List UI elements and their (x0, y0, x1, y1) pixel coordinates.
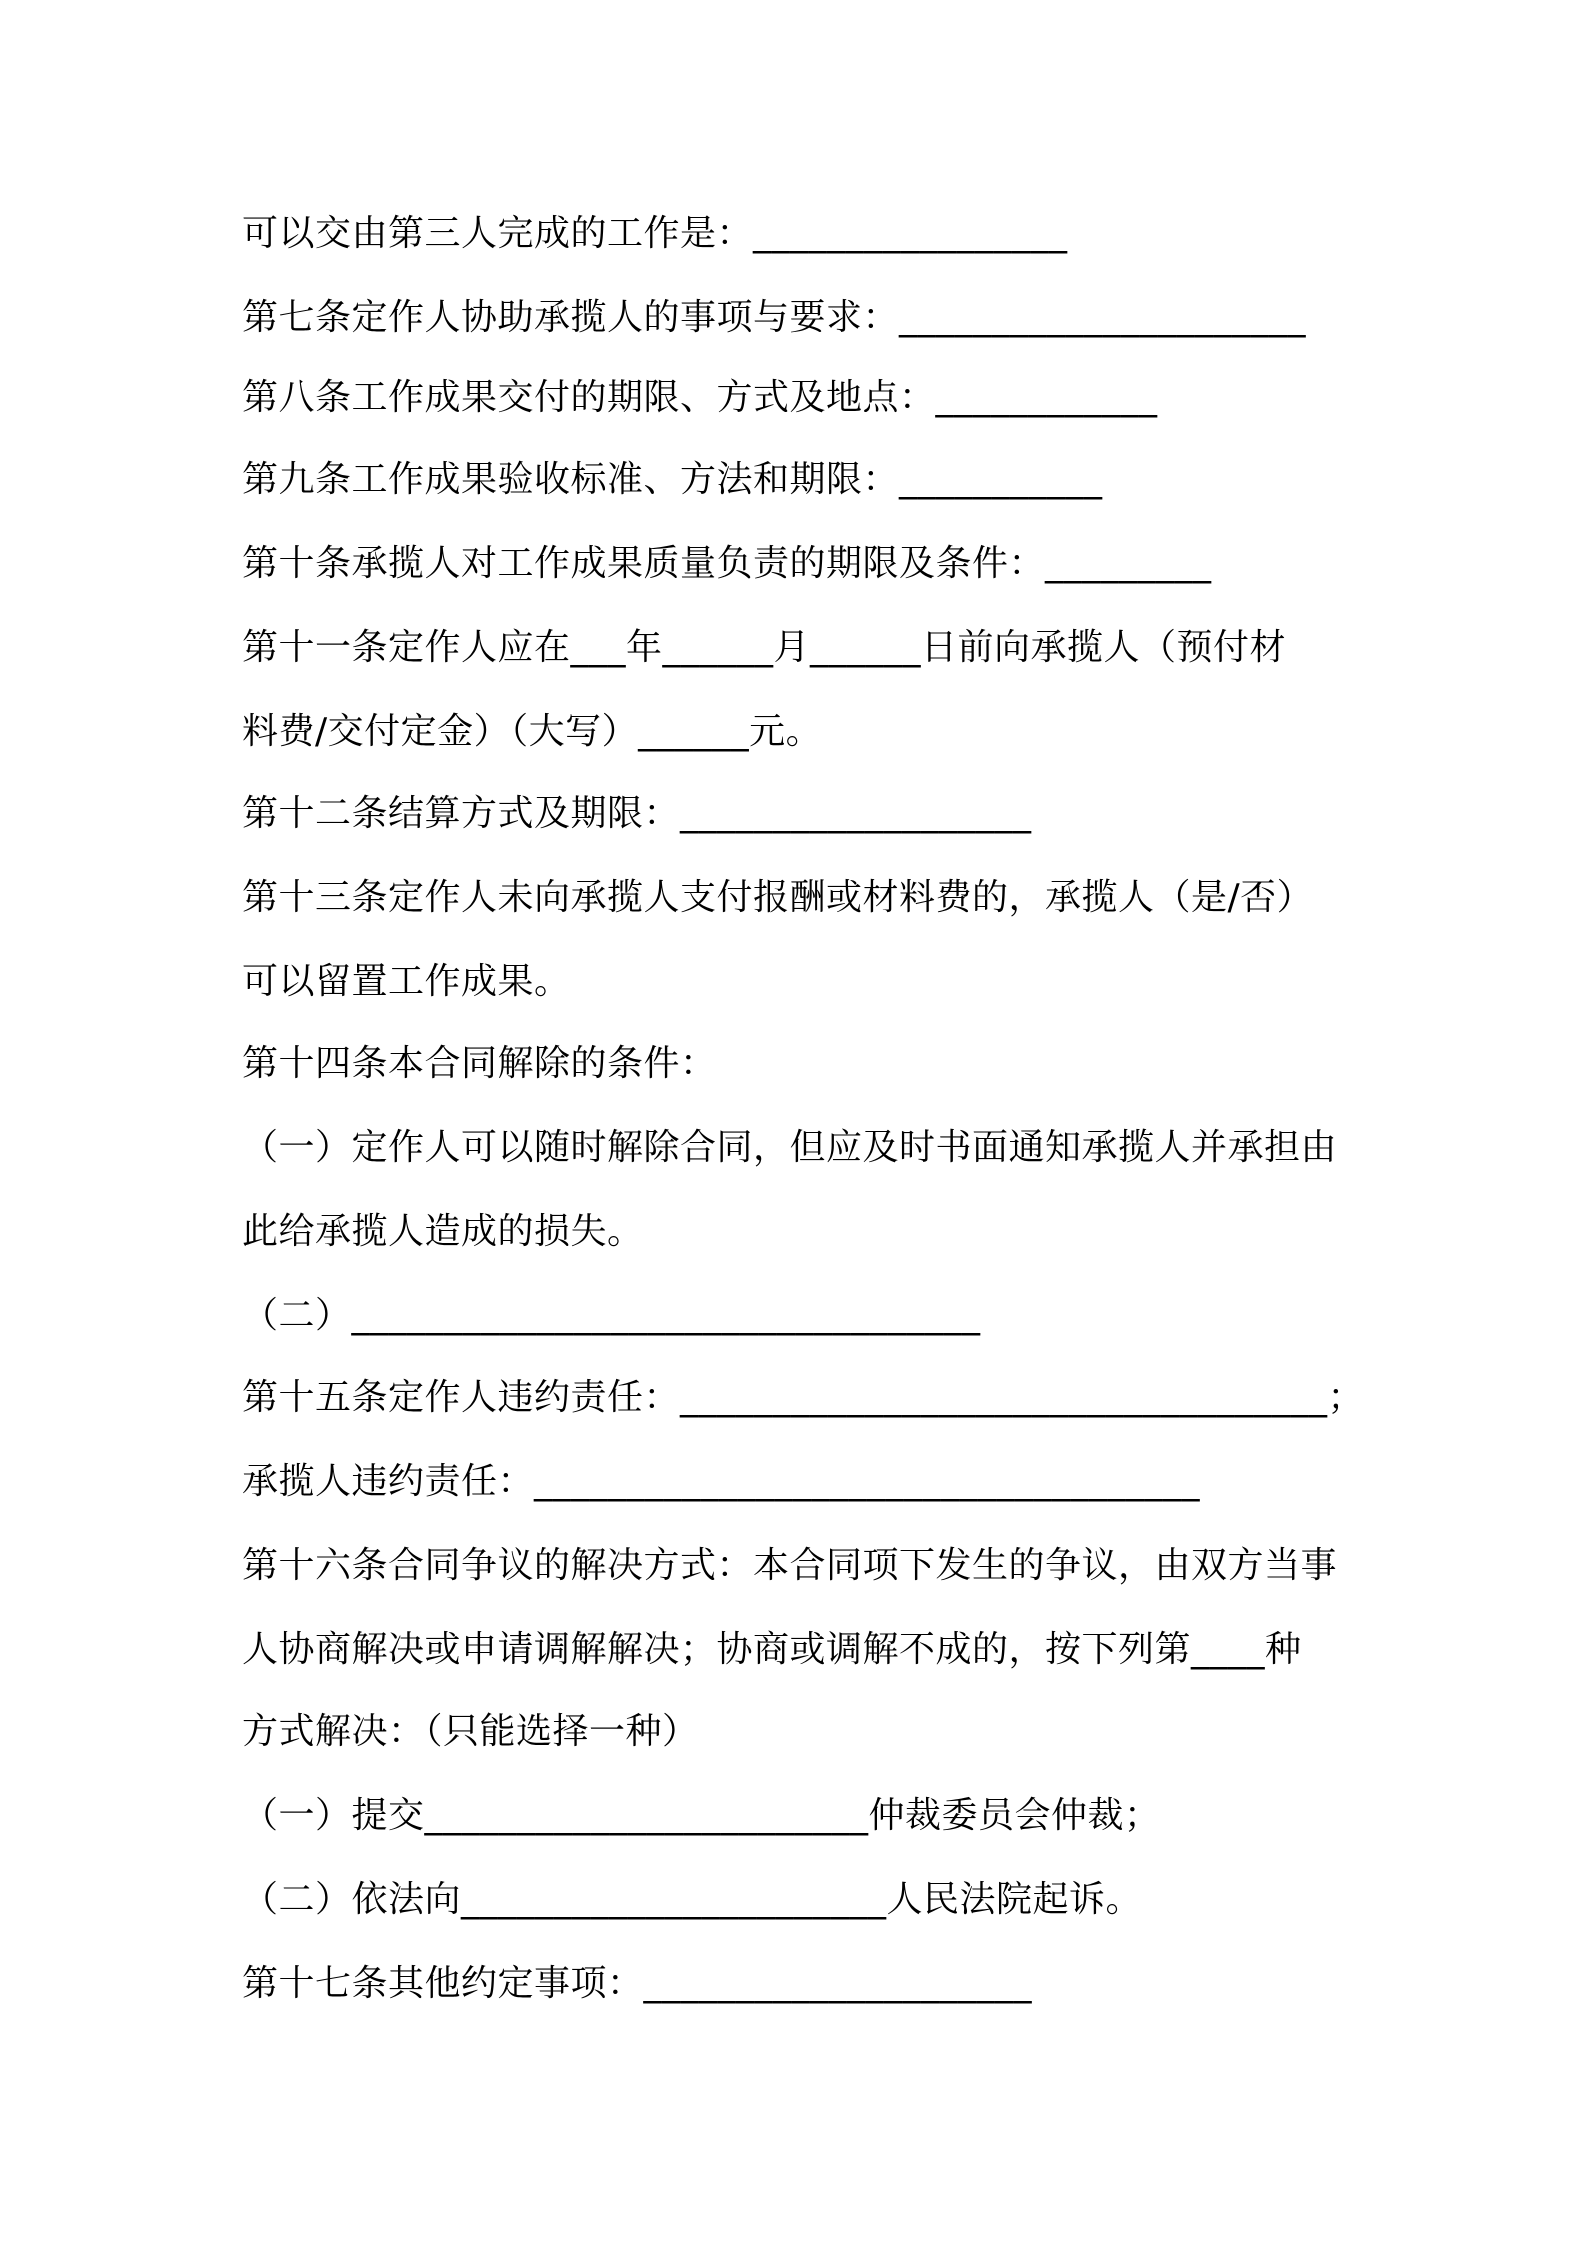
line-article-16: 第十六条合同争议的解决方式：本合同项下发生的争议，由双方当事 (242, 1545, 1338, 1586)
line-article-11-cont: 料费/交付定金）（大写）______元。 (242, 711, 823, 752)
line-article-16-cont: 人协商解决或申请调解解决；协商或调解不成的，按下列第____种 (242, 1629, 1302, 1670)
line-article-14-item-1-cont: 此给承揽人造成的损失。 (242, 1211, 644, 1252)
line-article-12: 第十二条结算方式及期限：___________________ (242, 793, 1032, 834)
line-article-14: 第十四条本合同解除的条件： (242, 1043, 717, 1084)
line-article-15-contractor: 承揽人违约责任：____________________________________ (242, 1461, 1201, 1502)
line-article-8: 第八条工作成果交付的期限、方式及地点：____________ (242, 377, 1158, 418)
line-article-13-cont: 可以留置工作成果。 (242, 961, 571, 1002)
line-article-17: 第十七条其他约定事项：_____________________ (242, 1963, 1033, 2004)
line-article-7: 第七条定作人协助承揽人的事项与要求：______________________ (242, 297, 1307, 338)
line-article-11: 第十一条定作人应在___年______月______日前向承揽人（预付材 (242, 627, 1287, 668)
line-article-15: 第十五条定作人违约责任：___________________________________； (242, 1377, 1365, 1418)
line-article-13: 第十三条定作人未向承揽人支付报酬或材料费的，承揽人（是/否） (242, 877, 1314, 918)
line-article-14-item-2: （二）__________________________________ (242, 1295, 981, 1336)
line-article-16-cont-2: 方式解决：（只能选择一种） (242, 1711, 699, 1752)
line-third-party-work: 可以交由第三人完成的工作是：_________________ (242, 213, 1068, 254)
line-article-16-option-1: （一）提交________________________仲裁委员会仲裁； (242, 1795, 1161, 1836)
line-article-16-option-2: （二）依法向_______________________人民法院起诉。 (242, 1879, 1143, 1920)
line-article-14-item-1: （一）定作人可以随时解除合同，但应及时书面通知承揽人并承担由 (242, 1127, 1338, 1168)
line-article-10: 第十条承揽人对工作成果质量负责的期限及条件：_________ (242, 543, 1212, 584)
line-article-9: 第九条工作成果验收标准、方法和期限：___________ (242, 459, 1103, 500)
